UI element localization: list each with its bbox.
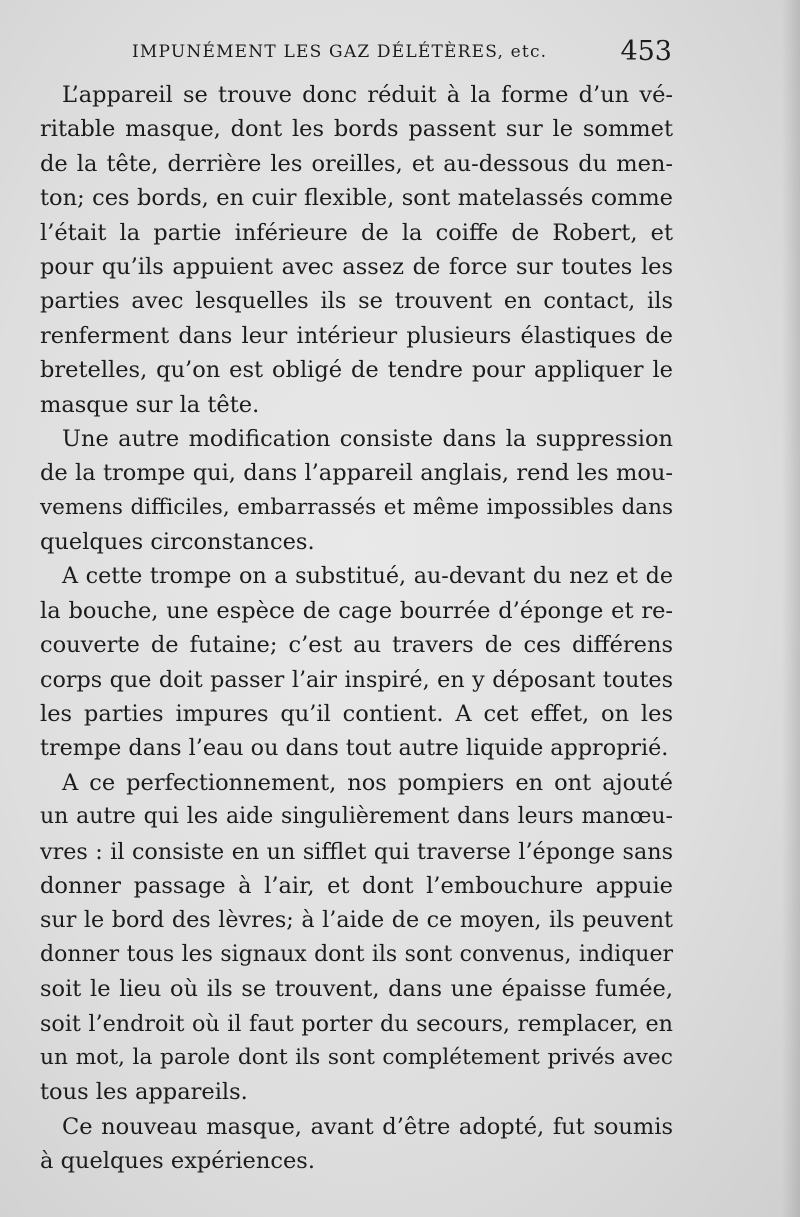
running-head [132,36,672,72]
text-line: les parties impures qu’il contient. A cet effet, on les [40,701,673,728]
text-line: de la tête, derrière les oreilles, et au-dessous du men- [40,150,673,177]
text-line: un mot, la parole dont ils sont complétement privés avec [40,1044,673,1070]
paragraph [40,766,673,1110]
text-line: vres : il consiste en un sifflet qui traverse l’éponge sans [40,838,673,865]
text-line: masque sur la tête. [40,391,260,418]
page-number: 453 [620,36,672,67]
text-line: ton; ces bords, en cuir flexible, sont matelassés comme [40,185,673,212]
text-line: Une autre modification consiste dans la suppression [62,425,673,452]
text-line: renferment dans leur intérieur plusieurs élastiques de [40,322,673,349]
text-line: Ce nouveau masque, avant d’être adopté, fut soumis [62,1113,673,1140]
text-line: la bouche, une espèce de cage bourrée d’éponge et re- [40,597,673,624]
text-line: A cette trompe on a substitué, au-devant du nez et de [62,563,673,590]
text-line: ritable masque, dont les bords passent sur le sommet [40,116,673,143]
text-line: soit l’endroit où il faut porter du secours, remplacer, en [40,1010,673,1037]
paragraph [40,422,673,560]
text-line: sur le bord des lèvres; à l’aide de ce moyen, ils peuvent [40,907,673,934]
text-line: tous les appareils. [40,1079,248,1106]
text-line: à quelques expériences. [40,1148,315,1175]
text-line: L’appareil se trouve donc réduit à la forme d’un vé- [62,82,673,108]
text-line: trempe dans l’eau ou dans tout autre liquide approprié. [40,735,669,762]
text-line: donner tous les signaux dont ils sont convenus, indiquer [40,941,673,967]
text-line: vemens difficiles, embarrassés et même impossibles dans [40,494,673,520]
paragraph [40,78,673,422]
text-line: pour qu’ils appuient avec assez de force sur toutes les [40,253,673,280]
text-line: quelques circonstances. [40,529,315,556]
paragraph [40,559,673,765]
text-line: parties avec lesquelles ils se trouvent en contact, ils [40,288,673,315]
text-line: de la trompe qui, dans l’appareil anglais, rend les mou- [40,460,673,487]
text-line: l’était la partie inférieure de la coiffe de Robert, et [40,219,673,246]
text-line: un autre qui les aide singulièrement dans leurs manœu- [40,804,673,830]
text-line: donner passage à l’air, et dont l’embouchure appuie [40,872,673,899]
text-line: couverte de futaine; c’est au travers de ces différens [40,632,673,659]
text-line: A ce perfectionnement, nos pompiers en ont ajouté [62,769,673,796]
running-title: IMPUNÉMENT LES GAZ DÉLÉTÈRES, etc. [132,42,548,62]
text-line: corps que doit passer l’air inspiré, en y déposant toutes [40,666,673,693]
text-line: bretelles, qu’on est obligé de tendre pour appliquer le [40,357,673,384]
paragraph [40,1110,673,1179]
body-text [40,78,673,1179]
page-edge-shadow [782,0,800,1217]
text-line: soit le lieu où ils se trouvent, dans une épaisse fumée, [40,976,673,1003]
